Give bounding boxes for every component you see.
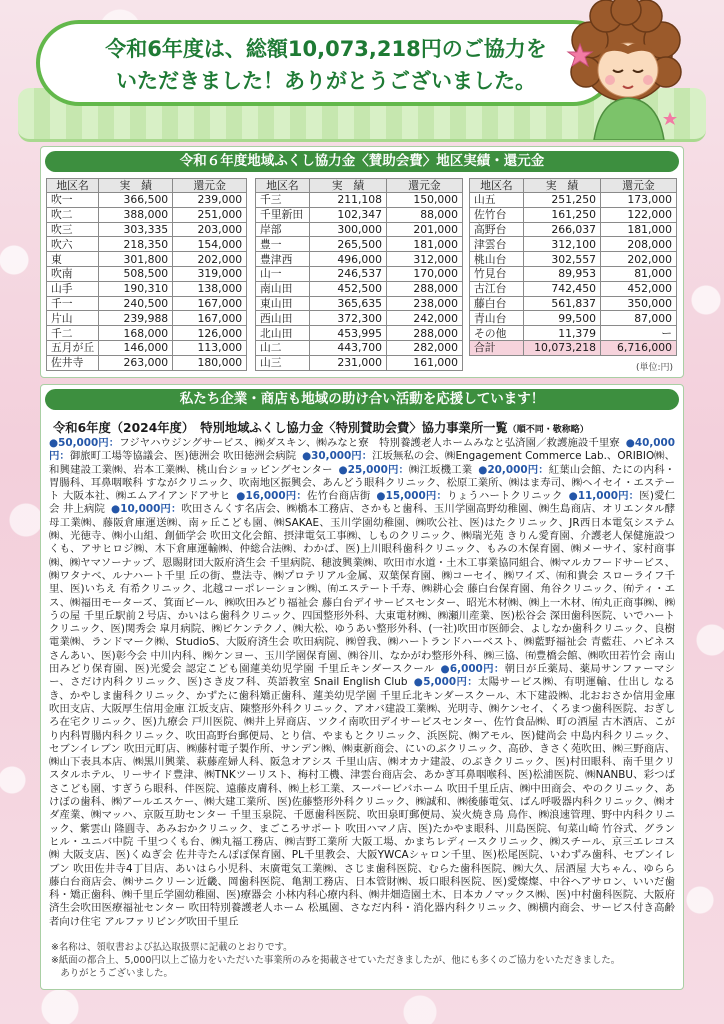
results-amount: 211,108 (310, 193, 387, 208)
district-name: 東 (47, 252, 99, 267)
table-header-row (47, 179, 247, 193)
rebate-amount: 167,000 (173, 296, 247, 311)
column-header-results: 実 績 (99, 179, 173, 193)
results-amount: 266,037 (524, 222, 601, 237)
contributor-names: りょうハートクリニック (447, 490, 563, 503)
rebate-amount: 81,000 (601, 266, 677, 281)
results-amount: 246,537 (310, 266, 387, 281)
district-row (470, 222, 677, 237)
supporters-panel (40, 384, 684, 990)
supporter-list (49, 437, 675, 935)
district-name: 北山田 (256, 326, 310, 341)
amount-label: ●20,000円： (478, 463, 549, 476)
district-name: 佐竹台 (470, 207, 524, 222)
mascot-body (594, 98, 664, 140)
results-amount: 89,953 (524, 266, 601, 281)
amount-label: ●6,000円： (440, 663, 505, 676)
column-header-district: 地区名 (256, 179, 310, 193)
results-amount: 496,000 (310, 252, 387, 267)
rebate-amount: 288,000 (387, 281, 463, 296)
results-amount: 561,837 (524, 296, 601, 311)
footnote-3: ありがとうございました。 (51, 968, 173, 979)
district-row (47, 311, 247, 326)
district-row (47, 281, 247, 296)
results-amount: 302,557 (524, 252, 601, 267)
district-name: 桃山台 (470, 252, 524, 267)
contributor-names: ㈱江坂機工業 (409, 463, 473, 476)
district-name: 南山田 (256, 281, 310, 296)
results-amount: 265,500 (310, 237, 387, 252)
district-name: 西山田 (256, 311, 310, 326)
rebate-amount: 239,000 (173, 193, 247, 208)
rebate-amount: 126,000 (173, 326, 247, 341)
results-table (469, 178, 677, 356)
results-amount: 239,988 (99, 311, 173, 326)
rebate-amount: ー (601, 326, 677, 341)
results-amount: 742,450 (524, 281, 601, 296)
district-row (256, 311, 463, 326)
rebate-amount: 180,000 (173, 355, 247, 370)
district-name: 吹一 (47, 193, 99, 208)
results-amount: 388,000 (99, 207, 173, 222)
district-name: 豊津西 (256, 252, 310, 267)
rebate-amount: 203,000 (173, 222, 247, 237)
contributor-names: 吹田さんくす名店会、㈱橋本工務店、さかもと歯科、玉川学園高野幼稚園、㈱生島商店、オリエンタル酵母工業㈱、藤阪倉庫運送㈱、南ヶ丘こども園、㈱SAKAE、玉川学園幼稚園、㈱吹公社、医)はたクリニック、JR西日本電気システム㈱、光徳寺、㈱小山組、創価学会 吹田文化会館、摂津電気工事㈱、しものクリニック、㈱瑞光苑 きりん愛育園、介護老人保健施設つくも、アサヒロジ㈱、木下倉庫運輸㈱、仲総合法㈱、わかば、医)上川眼科歯科クリニック、もみの木保育園、㈱メーサイ、家村商事㈱、㈱ヤマソーナップ、恩賜財団大阪府済生会 千里病院、穂波興業㈱、吹田市水道・土木工事業協同組合、㈱マルカフードサービス、㈱ワタナベ、ルナハート千里 丘の街、豊法寺、㈱プロテリアル金属、双葉保育園、㈱コーセイ、㈱ワイズ、㈲和貴会 スローライフ千里、医)いちえ 有希クリニック、北越コーポレーション㈱、㈲エステート千寿、㈱耕心会 藤白台保育園、角谷クリニック、㈲ティ・エス、㈱福田モーターズ、箕面ビール、㈱吹田みどり福祉会 藤白台デイサービスセンター、昭光木材㈱、㈱上一木材、㈲丸正商事㈱、㈱うの屋 千里丘駅前２号店、かいはら歯科クリニック、四国整形外科、大東電材㈱、㈱瀬川産業、医)松谷会 深田歯科医院、いでハートクリニック、医)関秀会 皐月病院、㈱ピケンテクノ、㈱大松、ゆうあい整形外科、(一社)吹田市医師会、よしなか歯科クリニック、良樹電業㈱、ランドマーク㈱、StudioS、大阪府済生会 吹田病院、㈱曽我、㈱ハートランドハーベスト、㈱藍野福祉会 青藍荘、ハピネスさんあい、医)彰今会 中川内科、㈱ケンヨー、玉川学園保育園、㈱谷川、なかがわ整形外科、㈱三協、㈲豊橋会館、㈱吹田若竹会 南山田みどり保育園、医)光愛会 認定こども園蓮美幼児学園 千里丘キンダースクール (49, 503, 675, 676)
results-amount: 11,379 (524, 326, 601, 341)
district-row (47, 237, 247, 252)
footnote-1: ※名称は、領収書および払込取扱票に記載のとおりです。 (51, 942, 293, 953)
district-row (470, 296, 677, 311)
small-star-icon (663, 112, 677, 125)
results-amount: 251,250 (524, 193, 601, 208)
contributor-names: 太陽サービス㈱、有明運輸、仕出し なるき、かやしま歯科クリニック、かずたに歯科矯正歯科、蓮美幼児学園 千里丘北キンダースクール、木下建設㈱、北おおさか信用金庫 吹田支店、大阪厚生信用金庫 江坂支店、陳整形外科クリニック、アオバ建設工業㈱、光明寺、㈱ケンセイ、くろまつ歯科医院、おぎしろ在宅クリニック、医)九療会 戸川医院、㈱井上昇商店、ツクイ南吹田デイサービスセンター、佐竹食品㈱、町の酒屋 古木酒店、こがり内科胃腸内科クリニック、吹田高野台郵便局、とり信、やまもとクリニック、浜医院、㈱アモル、医)健尚会 中島内科クリニック、セブンイレブン 吹田元町店、㈱藤村電子製作所、サンデン㈱、㈱東新商会、にいのぶクリニック、高砂、きさく苑吹田、㈱三野商店、㈱山下表具本店、㈱黒川興業、萩藤産婦人科、阪急オアシス 千里山店、㈱オカナ建設、のぶきクリニック、医)村田眼科、南千里クリスタルホテル、リーサイド豊津、㈱TNKツーリスト、梅村工機、津雲台商店会、あかぎ耳鼻咽喉科、医)松浦医院、㈱NANBU、彩つばさこども園、すぎうら眼科、伴医院、遠藤皮膚科、㈱上杉工業、スーパービバホーム 吹田千里丘店、㈱中田商会、やのクリニック、あけぼの歯科、㈱アールエスケー、㈱大建工業所、医)佐藤整形外科クリニック、㈱誠和、㈱後藤電気、ばん呼吸器内科クリニック、㈱オダ産業、㈱マッハ、京阪互助センター 千里玉泉院、千愿歯科医院、吹田泉町郵便局、炭火焼き鳥 鳥作、㈱浪速管理、野中内科クリニック、紫雲山 隆圓寺、あみおかクリニック、まごころサポート 吹田ハマノ店、医)たかやま眼科、川島医院、旬菜山崎 竹谷式、グランヒル・ユニバ中院 千里つくも台、㈱丸福工務店、㈱吉野工業所 大阪工場、かまちレディースクリニック、㈱スチール、京三エレコス㈱ 大阪支店、医)くぬぎ会 佐井寺たんぽぽ保育園、PL千里教会、大阪YWCAシャロン千里、医)松尾医院、いわずみ歯科、セブンイレブン 吹田佐井寺4丁目店、あいはら小児科、末廣電気工業㈱、さじま歯科医院、むらた歯科医院、㈱大久、居酒屋 大ちゃん、ゆらら藤白台商店会、㈱サニクリーン近畿、岡歯科医院、亀割工務店、日本管財㈱、坂口眼科医院、医)愛燦燦、中谷ヘアサロン、いいだ歯科・矯正歯科、㈱千里丘学園幼稚園、医)療器会 小林内科心療内科、㈱井畑造園土木、日本カノマックス㈱、医)中村歯科医院、大阪府済生会吹田医療福祉センター 吹田特別養護老人ホーム 松風園、さなだ内科・消化器内科クリニック、㈱横内商会、サービス付き高齢者向け住宅 アルファリビング吹田千里丘 (49, 676, 675, 928)
rebate-amount: 150,000 (387, 193, 463, 208)
rebate-amount: 181,000 (601, 222, 677, 237)
amount-label: ●16,000円： (236, 490, 307, 503)
supporters-subtitle (53, 418, 589, 436)
district-row (470, 252, 677, 267)
district-name: 千二 (47, 326, 99, 341)
rebate-amount: 88,000 (387, 207, 463, 222)
column-header-results: 実 績 (524, 179, 601, 193)
contributor-names: 医)愛仁会 井上病院 (49, 490, 675, 516)
district-row (47, 252, 247, 267)
district-row (256, 281, 463, 296)
amount-label: ●25,000円： (338, 463, 410, 476)
results-amount: 303,335 (99, 222, 173, 237)
results-amount: 190,310 (99, 281, 173, 296)
amount-label: ●40,000円： (49, 437, 675, 463)
rebate-amount: 181,000 (387, 237, 463, 252)
results-amount: 240,500 (99, 296, 173, 311)
footnotes (51, 941, 673, 980)
supporters-banner: 私たち企業・商店も地域の助け合い活動を応援しています！ (45, 389, 679, 410)
results-amount: 365,635 (310, 296, 387, 311)
results-amount: 300,000 (310, 222, 387, 237)
results-amount: 168,000 (99, 326, 173, 341)
district-row (256, 222, 463, 237)
district-row (47, 266, 247, 281)
rebate-amount: 154,000 (173, 237, 247, 252)
district-name: その他 (470, 326, 524, 341)
results-amount: 312,100 (524, 237, 601, 252)
district-name: 岸部 (256, 222, 310, 237)
district-row (256, 207, 463, 222)
thanks-speech-bubble (36, 20, 616, 106)
table-header-row (256, 179, 463, 193)
district-row (47, 207, 247, 222)
district-name: 吹六 (47, 237, 99, 252)
results-amount: 508,500 (99, 266, 173, 281)
district-row (256, 296, 463, 311)
district-name: 東山田 (256, 296, 310, 311)
results-table-group-2 (255, 178, 463, 371)
column-header-rebate: 還元金 (173, 179, 247, 193)
district-name: 佐井寺 (47, 355, 99, 370)
amount-label: ●30,000円： (302, 450, 373, 463)
rebate-amount: 242,000 (387, 311, 463, 326)
district-row (470, 281, 677, 296)
rebate-amount: 288,000 (387, 326, 463, 341)
district-name: 吹二 (47, 207, 99, 222)
district-name: 山二 (256, 340, 310, 355)
rebate-amount: 6,716,000 (601, 340, 677, 355)
contributor-names: 御旅町工場等協議会、医)徳洲会 吹田徳洲会病院 (69, 450, 297, 463)
column-header-rebate: 還元金 (387, 179, 463, 193)
results-amount: 10,073,218 (524, 340, 601, 355)
rebate-amount: 161,000 (387, 355, 463, 370)
district-name: 山五 (470, 193, 524, 208)
district-name: 藤白台 (470, 296, 524, 311)
district-row (470, 326, 677, 341)
amount-label: ●50,000円： (49, 437, 120, 449)
amount-label: ●15,000円： (376, 490, 448, 503)
district-row (47, 193, 247, 208)
district-row (256, 252, 463, 267)
rebate-amount: 170,000 (387, 266, 463, 281)
rebate-amount: 201,000 (387, 222, 463, 237)
results-table-group-1 (46, 178, 247, 371)
rebate-amount: 282,000 (387, 340, 463, 355)
district-results-panel (40, 146, 684, 378)
column-header-results: 実 績 (310, 179, 387, 193)
district-name: 吹南 (47, 266, 99, 281)
district-name: 千三 (256, 193, 310, 208)
district-name: 山一 (256, 266, 310, 281)
rebate-amount: 202,000 (601, 252, 677, 267)
results-amount: 231,000 (310, 355, 387, 370)
district-row (470, 311, 677, 326)
contributor-names: 佐竹台商店街 (306, 490, 371, 503)
results-amount: 161,250 (524, 207, 601, 222)
column-header-district: 地区名 (470, 179, 524, 193)
rebate-amount: 122,000 (601, 207, 677, 222)
rebate-amount: 312,000 (387, 252, 463, 267)
district-name: 五月が丘 (47, 340, 99, 355)
results-amount: 453,995 (310, 326, 387, 341)
district-row (47, 222, 247, 237)
district-row (47, 355, 247, 370)
rebate-amount: 202,000 (173, 252, 247, 267)
district-name: 千里新田 (256, 207, 310, 222)
table-header-row (470, 179, 677, 193)
district-name: 古江台 (470, 281, 524, 296)
district-name: 千一 (47, 296, 99, 311)
results-amount: 218,350 (99, 237, 173, 252)
district-row (470, 207, 677, 222)
district-name: 青山台 (470, 311, 524, 326)
results-amount: 146,000 (99, 340, 173, 355)
rebate-amount: 319,000 (173, 266, 247, 281)
district-row (470, 266, 677, 281)
contributor-names: 紅葉山会館、たにの内科・胃腸科、耳鼻咽喉科 すながクリニック、吹南地区振興会、あんどう眼科クリニック、松原工業所、㈱はま寿司、㈱ヘイセイ・エステート 大阪本社、㈱エムアイアンドアサヒ (49, 463, 675, 503)
district-name: 吹三 (47, 222, 99, 237)
results-table (255, 178, 463, 371)
results-table-group-3 (469, 178, 677, 356)
district-name: 山三 (256, 355, 310, 370)
results-amount: 99,500 (524, 311, 601, 326)
rebate-amount: 251,000 (173, 207, 247, 222)
results-amount: 443,700 (310, 340, 387, 355)
district-name: 合計 (470, 340, 524, 355)
rebate-amount: 87,000 (601, 311, 677, 326)
unit-label: (単位:円) (635, 363, 673, 373)
amount-label: ●10,000円： (111, 503, 182, 516)
thanks-line-2: いただきました！ありがとうございました。 (116, 69, 536, 93)
district-row (47, 296, 247, 311)
rebate-amount: 167,000 (173, 311, 247, 326)
district-row (256, 237, 463, 252)
district-row (47, 340, 247, 355)
results-amount: 452,500 (310, 281, 387, 296)
results-amount: 372,300 (310, 311, 387, 326)
results-amount: 102,347 (310, 207, 387, 222)
results-amount: 366,500 (99, 193, 173, 208)
rebate-amount: 138,000 (173, 281, 247, 296)
district-name: 山手 (47, 281, 99, 296)
column-header-rebate: 還元金 (601, 179, 677, 193)
contributor-names: 朝日が丘薬局、薬局サンファーマシー、さだけ内科クリニック、医)さき皮フ科、英語教室 Snail English Club (49, 663, 675, 689)
contributor-names: 江坂無私の会、㈱Engagement Commerce Lab.、ORIBIO㈱、和興建設工業㈱、岩本工業㈱、桃山台ショッピングセンター (49, 450, 675, 476)
total-row (470, 340, 677, 355)
district-row (256, 355, 463, 370)
supporters-subtitle-note: （順不同・敬称略） (507, 425, 589, 435)
column-header-district: 地区名 (47, 179, 99, 193)
district-name: 豊一 (256, 237, 310, 252)
child-mascot-illustration (566, 0, 686, 140)
supporters-subtitle-text: 令和6年度（2024年度） 特別地域ふくし協力金〈特別賛助会費〉協力事業所一覧 (53, 421, 508, 435)
district-row (256, 266, 463, 281)
rebate-amount: 238,000 (387, 296, 463, 311)
district-results-title: 令和６年度地域ふくし協力金〈賛助会費〉地区実績・還元金 (45, 151, 679, 172)
district-name: 高野台 (470, 222, 524, 237)
district-row (470, 237, 677, 252)
results-table (46, 178, 247, 371)
district-name: 竹見台 (470, 266, 524, 281)
district-row (256, 193, 463, 208)
rebate-amount: 208,000 (601, 237, 677, 252)
district-row (256, 326, 463, 341)
rebate-amount: 452,000 (601, 281, 677, 296)
rebate-amount: 173,000 (601, 193, 677, 208)
district-name: 片山 (47, 311, 99, 326)
footnote-2: ※紙面の都合上、5,000円以上ご協力をいただいた事業所のみを掲載させていただきましたが、他にも多くのご協力をいただきました。 (51, 955, 621, 966)
district-row (256, 340, 463, 355)
rebate-amount: 350,000 (601, 296, 677, 311)
amount-label: ●11,000円： (568, 490, 640, 503)
results-amount: 301,800 (99, 252, 173, 267)
amount-label: ●5,000円： (413, 676, 478, 689)
district-row (470, 193, 677, 208)
results-amount: 263,000 (99, 355, 173, 370)
rebate-amount: 113,000 (173, 340, 247, 355)
contributor-names: フジヤハウジングサービス、㈱ダスキン、㈱みなと寮 特別養護老人ホームみなと弘済園／救護施設千里寮 (119, 437, 620, 449)
district-name: 津雲台 (470, 237, 524, 252)
district-row (47, 326, 247, 341)
thanks-line-1: 令和6年度は、総額10,073,218円のご協力を (105, 37, 547, 61)
